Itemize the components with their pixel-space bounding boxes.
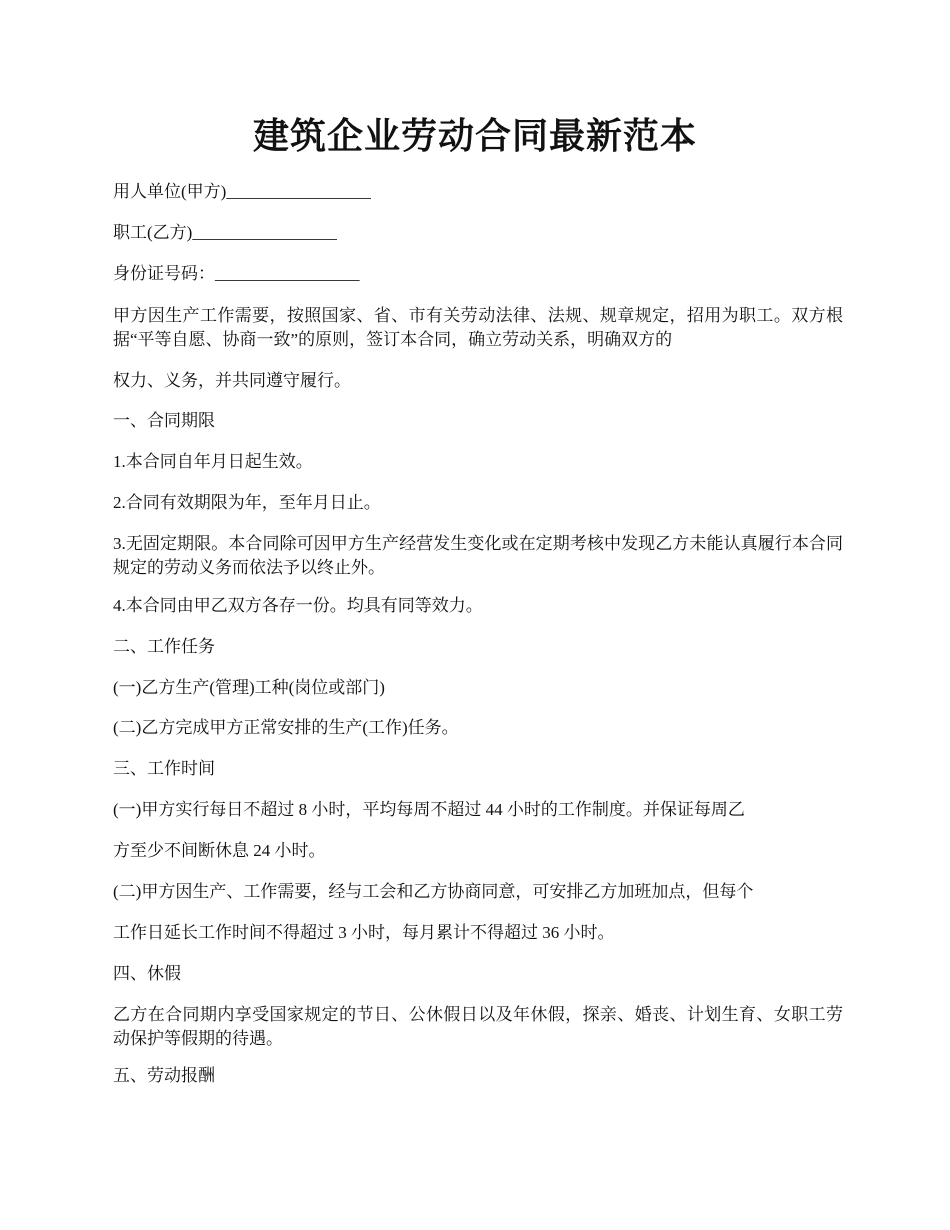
section-heading-leave: 四、休假	[113, 964, 181, 983]
section-heading-term: 一、合同期限	[113, 411, 215, 430]
clause-1-4: 4.本合同由甲乙双方各存一份。均具有同等效力。	[113, 596, 483, 615]
section-heading-hours: 三、工作时间	[113, 759, 215, 778]
clause-3-1-continuation: 方至少不间断休息 24 小时。	[113, 841, 326, 860]
clause-3-1: (一)甲方实行每日不超过 8 小时，平均每周不超过 44 小时的工作制度。并保证每周乙	[113, 800, 745, 819]
clause-3-2-continuation: 工作日延长工作时间不得超过 3 小时，每月累计不得超过 36 小时。	[113, 923, 615, 942]
clause-2-2: (二)乙方完成甲方正常安排的生产(工作)任务。	[113, 718, 459, 737]
document-title: 建筑企业劳动合同最新范本	[252, 116, 697, 156]
clause-1-1: 1.本合同自年月日起生效。	[113, 452, 313, 471]
preamble-paragraph: 甲方因生产工作需要，按照国家、省、市有关劳动法律、法规、规章规定，招用为职工。双方根据“平等自愿、协商一致”的原则，签订本合同，确立劳动关系，明确双方的	[113, 306, 843, 349]
section-heading-pay: 五、劳动报酬	[113, 1066, 215, 1085]
preamble-continuation: 权力、义务，并共同遵守履行。	[113, 371, 351, 390]
clause-4-1: 乙方在合同期内享受国家规定的节日、公休假日以及年休假，探亲、婚丧、计划生育、女职工劳动保护等假期的待遇。	[113, 1005, 843, 1048]
clause-2-1: (一)乙方生产(管理)工种(岗位或部门)	[113, 678, 385, 697]
clause-3-2: (二)甲方因生产、工作需要，经与工会和乙方协商同意，可安排乙方加班加点，但每个	[113, 882, 754, 901]
id-number-line: 身份证号码：_________________	[113, 264, 360, 283]
section-heading-task: 二、工作任务	[113, 637, 215, 656]
party-b-line: 职工(乙方)_________________	[113, 223, 337, 242]
clause-1-2: 2.合同有效期限为年，至年月日止。	[113, 493, 381, 512]
clause-1-3: 3.无固定期限。本合同除可因甲方生产经营发生变化或在定期考核中发现乙方未能认真履行本合同规定的劳动义务而依法予以终止外。	[113, 534, 843, 577]
party-a-line: 用人单位(甲方)_________________	[113, 182, 371, 201]
